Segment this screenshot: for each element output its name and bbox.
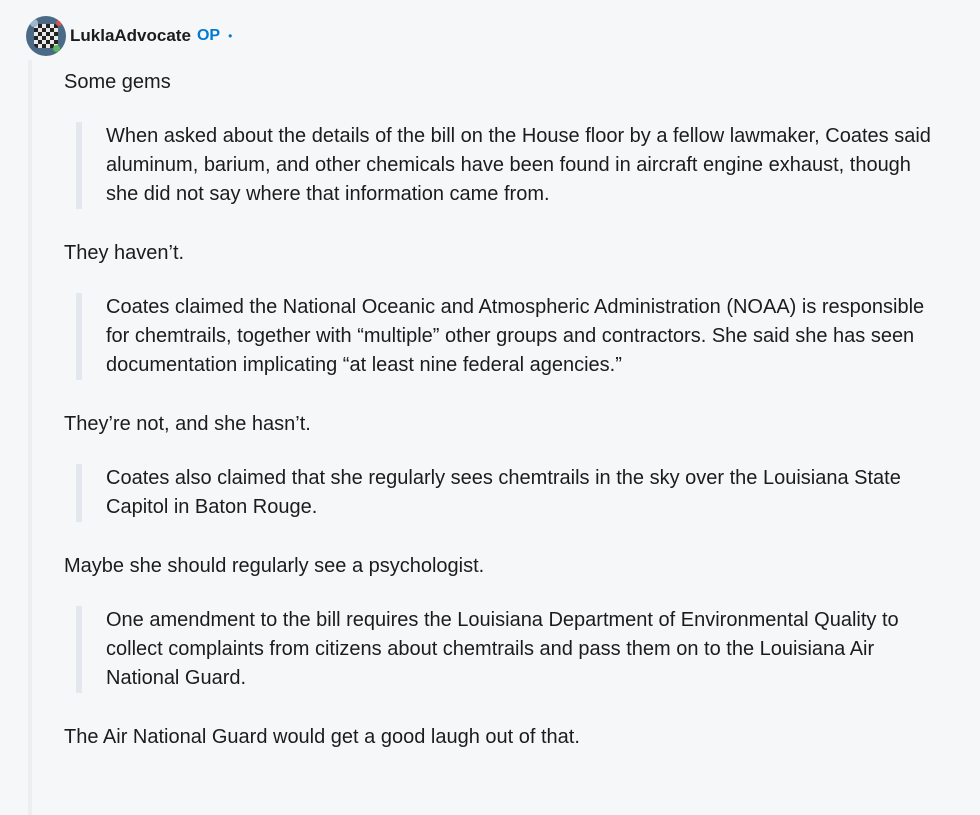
quote-text: Coates claimed the National Oceanic and Atmospheric Administration (NOAA) is responsible for chemtrails, together with “multiple” other groups and contractors. She said she has seen documentation implicating “at least nine federal agencies.” [106, 296, 925, 376]
quote-text: One amendment to the bill requires the Louisiana Department of Environmental Quality to collect complaints from citizens about chemtrails and pass them on to the Louisiana Air National Guard. [106, 609, 899, 689]
comment-header [26, 12, 232, 60]
comment-text: Some gems [64, 70, 171, 93]
blockquote [76, 122, 934, 209]
blockquote [76, 606, 934, 693]
quote-text: Coates also claimed that she regularly sees chemtrails in the sky over the Louisiana State Capitol in Baton Rouge. [106, 467, 901, 518]
comment-text: The Air National Guard would get a good laugh out of that. [64, 725, 580, 748]
comment-text: They haven’t. [64, 241, 185, 264]
quote-text: When asked about the details of the bill on the House floor by a fellow lawmaker, Coates said aluminum, barium, and other chemicals have been found in aircraft engine exhaust, though she did not say where that information came from. [106, 125, 931, 205]
blockquote [76, 464, 934, 522]
user-avatar-icon[interactable] [26, 16, 66, 56]
comment-body [64, 62, 934, 757]
comment-text: They’re not, and she hasn’t. [64, 412, 311, 435]
thread-line[interactable] [28, 60, 32, 815]
separator-dot: • [228, 29, 233, 43]
op-badge: OP [196, 27, 221, 44]
comment-text: Maybe she should regularly see a psychologist. [64, 554, 485, 577]
blockquote [76, 293, 934, 380]
author-username[interactable]: LuklaAdvocate [70, 26, 191, 45]
